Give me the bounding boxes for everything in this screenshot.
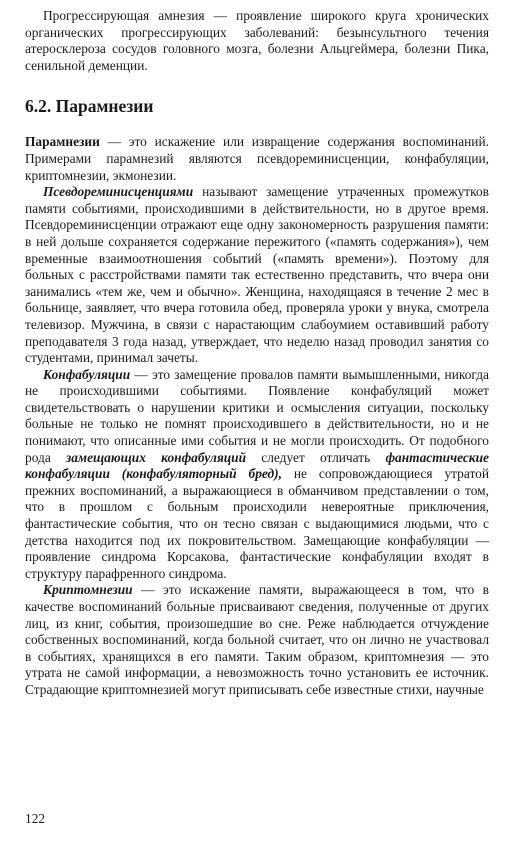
intro-paragraph: Прогрессирующая амнезия — проявление широкого круга хронических органических прогрессирующих заболеваний: безынсультного течения атеросклероза сосудов головного мозга, болезни Альцгеймера, болезни Пика, сенильной деменции. (25, 8, 489, 73)
cryptomnesia-text: — это искажение памяти, выражающееся в том, что в качестве воспоминаний больные присваивают сведения, полученные от других лиц, из книг, события, произошедшие во сне. Реже наблюдается отчуждение собственных воспоминаний, когда больной считает, что он лично не участвовал в событиях, хранящихся в его памяти. Таким образом, криптомнезия — это утрата не самой информации, а невозможность точно установить ее источник. Страдающие криптомнезией могут приписывать себе известные стихи, научные (25, 582, 489, 697)
confabulation-text-c: не сопровождающиеся утратой прежних воспоминаний, а выражающиеся в обманчивом представлении о том, что в прошлом с больным происходили невероятные приключения, фантастические события, что он тесно связан с выдающимися людьми, что с детства находится под их покровительством. Замещающие конфабуляции — проявление синдрома Корсакова, фантастические конфабуляции входят в структуру парафренного синдрома. (25, 466, 489, 581)
cryptomnesia-paragraph (25, 582, 489, 698)
paramnesia-text: — это искажение или извращение содержания воспоминаний. Примерами парамнезий являются псевдореминисценции, конфабуляции, криптомнезии, экмонезии. (25, 134, 489, 183)
term-paramnesia: Парамнезии (25, 134, 100, 150)
book-page (25, 8, 489, 699)
term-replacing-confabulations: замещающих конфабуляций (65, 449, 247, 465)
pseudoreminiscence-text: называют замещение утраченных промежутков памяти событиями, происходившими в действительности, но в другое время. Псевдореминисценции отражают еще одну закономерность разрушения памяти: в ней дольше сохраняется содержание пережитого («память содержания»), чем временные взаимоотношения событий («память времени»). Поэтому для больных с расстройствами памяти так естественно представить, что вчера они занимались «тем же, чем и обычно». Женщина, находящаяся в течение 2 мес в больнице, заявляет, что вчера готовила обед, проверяла уроки у внука, смотрела телевизор. Мужчина, в связи с нарастающим слабоумием оставивший работу преподавателя 3 года назад, утверждает, что неделю назад проводил занятия со студентами, принимал зачеты. (25, 184, 489, 366)
confabulation-text-b: следует отличать (246, 449, 386, 465)
term-fantastic-confabulations: фантастические конфабуляции (конфабуляторный бред), (25, 449, 489, 482)
confabulation-paragraph (25, 367, 489, 583)
confabulation-text-a: — это замещение провалов памяти вымышленными, никогда не происходившими событиями. Появление конфабуляций может свидетельствовать о нарушении критики и осмысления ситуации, поскольку больные не только не помнят происходившего в действительности, но и не понимают, что описанные ими события и не могли происходить. От подобного рода (25, 366, 489, 465)
term-pseudoreminiscence: Псевдореминисценциями (43, 184, 194, 200)
page-number: 122 (25, 811, 46, 826)
section-heading: 6.2. Парамнезии (25, 96, 154, 117)
pseudoreminiscence-paragraph (25, 184, 489, 367)
paramnesia-paragraph (25, 134, 489, 184)
term-confabulation: Конфабуляции (43, 366, 131, 382)
term-cryptomnesia: Криптомнезии (43, 582, 133, 598)
